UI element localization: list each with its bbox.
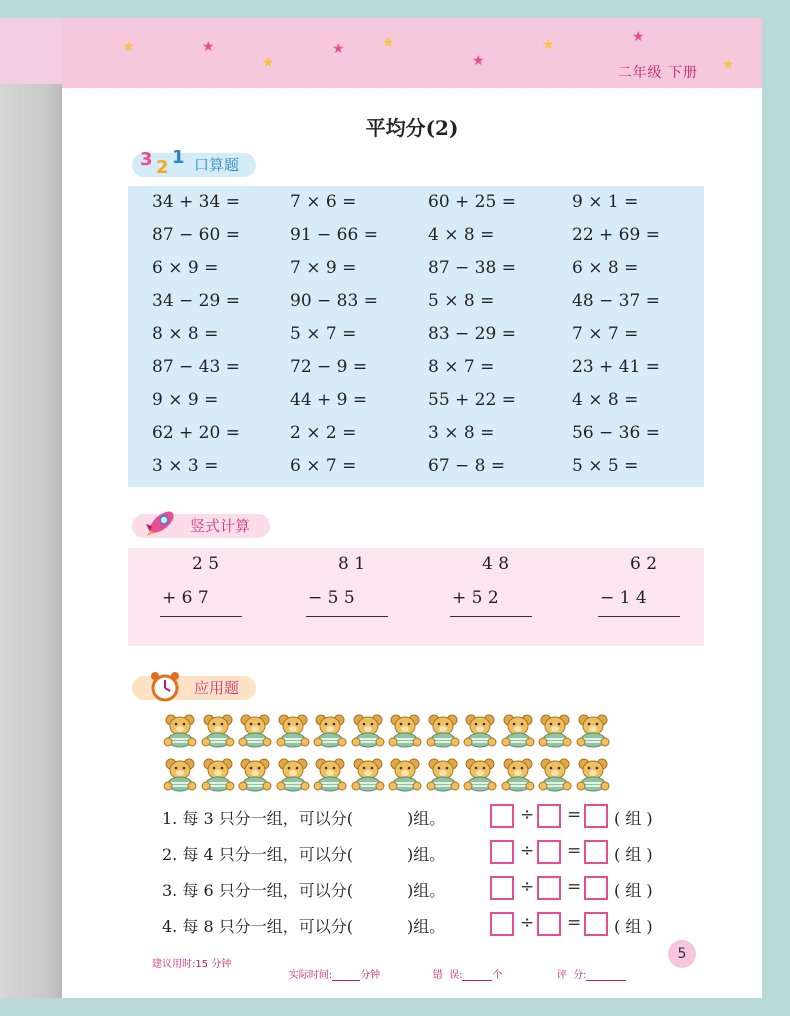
oral-problem: 7 × 6 = xyxy=(290,192,357,212)
actual-time-blank[interactable] xyxy=(332,969,360,981)
oral-problem: 8 × 8 = xyxy=(152,324,219,344)
oral-problem: 56 − 36 = xyxy=(572,423,660,443)
answer-blank[interactable] xyxy=(368,806,406,828)
answer-box[interactable] xyxy=(584,840,608,864)
teddy-bear-icon xyxy=(162,756,198,792)
question-close-text: )组。 xyxy=(407,809,446,828)
oral-problem: 9 × 9 = xyxy=(152,390,219,410)
oral-problem: 3 × 8 = xyxy=(428,423,495,443)
answer-box[interactable] xyxy=(537,840,561,864)
oral-problem: 34 + 34 = xyxy=(152,192,240,212)
teddy-bear-icon xyxy=(425,756,461,792)
oral-problem: 22 + 69 = xyxy=(572,225,660,245)
bear-row-2 xyxy=(162,756,612,792)
vertical-answer-line[interactable] xyxy=(160,616,242,617)
oral-problem: 23 + 41 = xyxy=(572,357,660,377)
teddy-bear-icon xyxy=(312,756,348,792)
answer-box[interactable] xyxy=(537,804,561,828)
unit-label: ( 组 ) xyxy=(614,881,653,900)
vertical-bottom-number: − 1 4 xyxy=(600,588,647,608)
equals-symbol: = xyxy=(567,805,582,825)
answer-blank[interactable] xyxy=(368,914,406,936)
oral-problem: 6 × 8 = xyxy=(572,258,639,278)
oral-problem: 2 × 2 = xyxy=(290,423,357,443)
score-label: 评 分: xyxy=(556,970,587,981)
applied-section-title: 应用题 xyxy=(194,679,240,697)
errors-blank[interactable] xyxy=(462,969,492,981)
vertical-bottom-number: − 5 5 xyxy=(308,588,355,608)
actual-time-unit: 分钟 xyxy=(360,970,381,981)
teddy-bear-icon xyxy=(275,712,311,748)
question-close-text: )组。 xyxy=(407,845,446,864)
oral-problem: 8 × 7 = xyxy=(428,357,495,377)
teddy-bear-icon xyxy=(237,712,273,748)
grade-label: 二年级 下册 xyxy=(617,65,698,81)
teddy-bear-icon xyxy=(200,756,236,792)
oral-problem: 62 + 20 = xyxy=(152,423,240,443)
oral-problem: 67 − 8 = xyxy=(428,456,506,476)
page-number: 5 xyxy=(668,940,696,968)
teddy-bear-icon xyxy=(312,712,348,748)
answer-box[interactable] xyxy=(584,912,608,936)
divide-symbol: ÷ xyxy=(520,877,535,897)
numbers-321-icon xyxy=(136,145,192,177)
vertical-top-number: 2 5 xyxy=(192,554,220,574)
question-close-text: )组。 xyxy=(407,917,446,936)
score-field xyxy=(544,955,626,992)
answer-box[interactable] xyxy=(584,804,608,828)
vertical-section-label xyxy=(132,514,270,538)
teddy-bear-icon xyxy=(200,712,236,748)
teddy-bear-icon xyxy=(350,756,386,792)
teddy-bear-icon xyxy=(575,756,611,792)
oral-calculation-panel xyxy=(128,186,704,487)
oral-problem: 6 × 7 = xyxy=(290,456,357,476)
vertical-bottom-number: + 6 7 xyxy=(162,588,209,608)
teddy-bear-icon xyxy=(275,756,311,792)
bear-row-1 xyxy=(162,712,612,748)
question-close-text: )组。 xyxy=(407,881,446,900)
actual-time-label: 实际时间: xyxy=(288,970,333,981)
teddy-bear-icon xyxy=(537,712,573,748)
star-icon: ★ xyxy=(202,39,215,55)
equals-symbol: = xyxy=(567,841,582,861)
badge-digit: 3 xyxy=(140,149,153,170)
alarm-clock-icon xyxy=(148,670,182,704)
oral-problem: 55 + 22 = xyxy=(428,390,516,410)
teddy-bear-icon xyxy=(387,712,423,748)
vertical-answer-line[interactable] xyxy=(450,616,532,617)
teddy-bear-icon xyxy=(537,756,573,792)
answer-box[interactable] xyxy=(490,876,514,900)
star-icon: ★ xyxy=(382,35,395,51)
question-text: 1. 每 3 只分一组，可以分( xyxy=(162,809,353,828)
vertical-top-number: 8 1 xyxy=(338,554,366,574)
star-icon: ★ xyxy=(542,37,555,53)
applied-section-label xyxy=(132,676,256,700)
badge-digit: 2 xyxy=(156,157,169,177)
teddy-bear-icon xyxy=(425,712,461,748)
actual-time-field xyxy=(276,955,380,992)
teddy-bear-icon xyxy=(462,712,498,748)
oral-problem: 5 × 7 = xyxy=(290,324,357,344)
divide-symbol: ÷ xyxy=(520,913,535,933)
equals-symbol: = xyxy=(567,913,582,933)
teddy-bear-icon xyxy=(462,756,498,792)
vertical-calculation-panel xyxy=(128,548,704,646)
oral-problem: 7 × 7 = xyxy=(572,324,639,344)
errors-field xyxy=(420,955,502,992)
answer-box[interactable] xyxy=(490,804,514,828)
page-title: 平均分(2) xyxy=(365,116,459,140)
oral-section-title: 口算题 xyxy=(194,156,240,174)
star-icon: ★ xyxy=(722,57,735,73)
vertical-top-number: 4 8 xyxy=(482,554,510,574)
vertical-section-title: 竖式计算 xyxy=(190,517,251,535)
vertical-answer-line[interactable] xyxy=(598,616,680,617)
oral-problem: 48 − 37 = xyxy=(572,291,660,311)
answer-box[interactable] xyxy=(584,876,608,900)
teddy-bear-icon xyxy=(162,712,198,748)
star-icon: ★ xyxy=(472,53,485,69)
unit-label: ( 组 ) xyxy=(614,845,653,864)
vertical-bottom-number: + 5 2 xyxy=(452,588,499,608)
teddy-bear-icon xyxy=(237,756,273,792)
oral-problem: 6 × 9 = xyxy=(152,258,219,278)
teddy-bear-icon xyxy=(350,712,386,748)
oral-problem: 91 − 66 = xyxy=(290,225,378,245)
errors-label: 错 误: xyxy=(432,970,463,981)
oral-problem: 7 × 9 = xyxy=(290,258,357,278)
star-icon: ★ xyxy=(632,29,645,45)
score-blank[interactable] xyxy=(586,969,626,981)
question-text: 3. 每 6 只分一组，可以分( xyxy=(162,881,353,900)
oral-section-label xyxy=(132,147,256,177)
oral-problem: 87 − 60 = xyxy=(152,225,240,245)
star-icon: ★ xyxy=(332,41,345,57)
teddy-bear-icon xyxy=(575,712,611,748)
answer-blank[interactable] xyxy=(368,842,406,864)
oral-problem: 3 × 3 = xyxy=(152,456,219,476)
question-text: 2. 每 4 只分一组，可以分( xyxy=(162,845,353,864)
answer-box[interactable] xyxy=(490,840,514,864)
answer-blank[interactable] xyxy=(368,878,406,900)
oral-problem: 44 + 9 = xyxy=(290,390,368,410)
answer-box[interactable] xyxy=(490,912,514,936)
oral-problem: 5 × 5 = xyxy=(572,456,639,476)
oral-problem: 60 + 25 = xyxy=(428,192,516,212)
teddy-bear-icon xyxy=(500,756,536,792)
oral-problem: 87 − 43 = xyxy=(152,357,240,377)
book-spine-top xyxy=(0,18,66,84)
star-icon: ★ xyxy=(122,39,135,55)
oral-problem: 83 − 29 = xyxy=(428,324,516,344)
suggested-time: 建议用时:15 分钟 xyxy=(152,959,232,970)
book-spine-shadow xyxy=(0,18,66,998)
answer-box[interactable] xyxy=(537,876,561,900)
oral-problem: 87 − 38 = xyxy=(428,258,516,278)
vertical-answer-line[interactable] xyxy=(306,616,388,617)
oral-problem: 4 × 8 = xyxy=(428,225,495,245)
unit-label: ( 组 ) xyxy=(614,917,653,936)
oral-problem: 5 × 8 = xyxy=(428,291,495,311)
oral-problem: 9 × 1 = xyxy=(572,192,639,212)
teddy-bear-icon xyxy=(500,712,536,748)
oral-problem: 34 − 29 = xyxy=(152,291,240,311)
star-icon: ★ xyxy=(262,55,275,71)
vertical-top-number: 6 2 xyxy=(630,554,658,574)
rocket-icon xyxy=(140,508,180,542)
oral-problem: 90 − 83 = xyxy=(290,291,378,311)
question-text: 4. 每 8 只分一组，可以分( xyxy=(162,917,353,936)
divide-symbol: ÷ xyxy=(520,841,535,861)
teddy-bear-icon xyxy=(387,756,423,792)
workbook-page xyxy=(62,18,762,998)
oral-problem: 72 − 9 = xyxy=(290,357,368,377)
divide-symbol: ÷ xyxy=(520,805,535,825)
equals-symbol: = xyxy=(567,877,582,897)
header-band xyxy=(62,18,762,88)
badge-digit: 1 xyxy=(172,147,185,168)
errors-unit: 个 xyxy=(492,970,503,981)
oral-problem: 4 × 8 = xyxy=(572,390,639,410)
unit-label: ( 组 ) xyxy=(614,809,653,828)
answer-box[interactable] xyxy=(537,912,561,936)
